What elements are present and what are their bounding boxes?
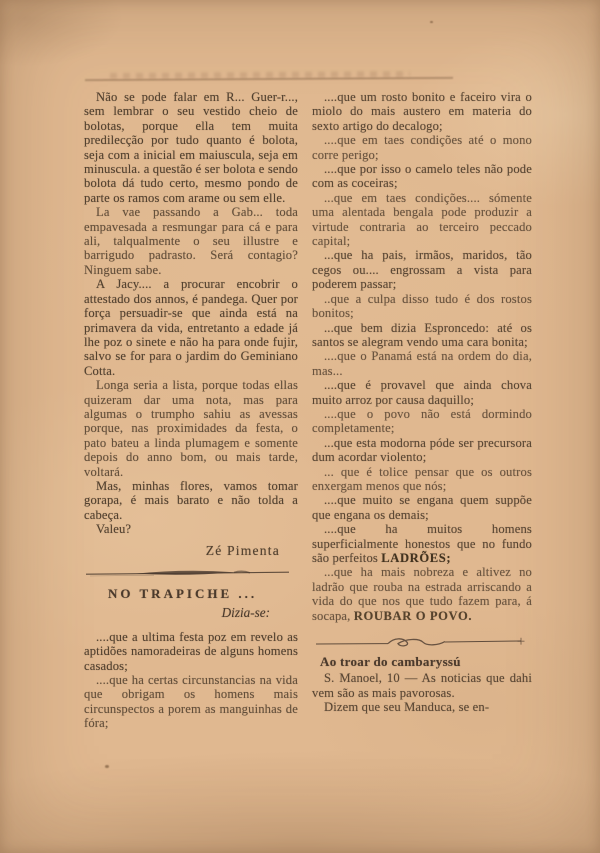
gossip-item: ..que a culpa disso tudo é dos rostos bonitos; <box>312 291 532 321</box>
ink-speck <box>430 21 433 23</box>
emphasized-word: LADRÕES; <box>381 551 452 565</box>
section-heading-trapiche: NO TRAPICHE ... <box>108 586 258 601</box>
gossip-item: ....que um rosto bonito e faceiro vira o miolo do mais austero em materia do sexto artigo do decalogo; <box>312 90 532 133</box>
gossip-item: ....que é provavel que ainda chova muito arroz por causa daquillo; <box>312 378 532 407</box>
gossip-item: ....que a ultima festa poz em revelo as aptidões namoradeiras de alguns homens casados; <box>84 629 298 673</box>
gossip-item: ....que em taes condições até o mono corre perigo; <box>312 133 532 162</box>
gossip-item: ....que o povo não está dormindo completamente; <box>312 406 532 436</box>
gossip-item-roubar <box>312 565 532 623</box>
text-columns <box>84 90 532 731</box>
gossip-item: ....que muito se engana quem suppõe que engana os demais; <box>312 493 532 522</box>
decorative-divider-wavy <box>312 636 528 649</box>
gossip-item: ... que é tolice pensar que os outros enxergam menos que nós; <box>312 464 532 493</box>
paragraph: Longa seria a lista, porque todas ellas quizeram dar uma nota, mas para algumas o trumpho sahiu as avessas porque, nas proximidades da festa, o pato bateu a linda plumagem e somente depois do anno bom, ou mais tarde, voltará. <box>84 378 298 479</box>
gossip-item: ...que bem dizia Esproncedo: até os santos se alegram vendo uma cara bonita; <box>312 320 532 349</box>
section-heading-cambaryssu: Ao troar do cambaryssú <box>320 654 461 670</box>
paragraph: Não se pode falar em R... Guer-r..., sem lembrar o seu vestido cheio de bolotas, porque ella tem muita predilecção por tudo quanto é bolota, seja com a inicial em maiuscula, seja em minuscula. a questão é ser bolota e sendo bolota dá tudo certo, mesmo pondo de parte os ramos com arame ou sem elle. <box>84 90 298 205</box>
news-paragraph: S. Manoel, 10 — As noticias que dahi vem são as mais pavorosas. <box>312 671 532 700</box>
paragraph: La vae passando a Gab... toda empavesada a resmungar para cá e para ali, talqualmente o seu illustre e barrigudo padrasto. Será contagio? Ninguem sabe. <box>84 205 298 277</box>
decorative-divider-rule <box>84 568 292 578</box>
item-text: ....que ha muitos homens superficialmente honestos que no fundo são perfeitos <box>312 522 532 565</box>
paragraph: A Jacy.... a procurar encobrir o attestado dos annos, é pandega. Quer por força persuadir-se que ainda está na primavera da vida, entretanto a edade já lhe poz o sinete e não ha para onde fujir, salvo se for para o jardim do Geminiano Cotta. <box>84 277 298 378</box>
item-text: ...que ha mais nobreza e altivez no ladrão que rouba na estrada arriscando a vida do que nos que tudo fazem para, á socapa, <box>312 565 532 623</box>
gossip-item: ....que o Panamá está na ordem do dia, mas... <box>312 349 532 378</box>
ink-speck <box>105 765 109 768</box>
gossip-item-ladroes <box>312 522 532 565</box>
news-paragraph: Dizem que seu Manduca, se en- <box>324 700 490 715</box>
gossip-item: ...que ha pais, irmãos, maridos, tão cegos ou.... engrossam a vista para poderem passar; <box>312 248 532 292</box>
paragraph: Mas, minhas flores, vamos tomar gorapa, é mais barato e não tolda a cabeça. <box>84 478 298 522</box>
gossip-item: ...que em taes condições.... sómente uma alentada bengala pode produzir a virtude contraria ao terceiro peccado capital; <box>312 190 532 249</box>
left-column <box>84 90 298 731</box>
section-subheading: Dizia-se: <box>221 605 270 621</box>
gossip-item: ...que esta modorna póde ser precursora dum acordar violento; <box>312 435 532 465</box>
gossip-item: ....que ha certas circunstancias na vida que obrigam os homens mais circunspectos a porem as manguinhas de fóra; <box>84 673 298 731</box>
gossip-item: ....que por isso o camelo teles não pode com as coceiras; <box>312 162 532 191</box>
right-column <box>312 90 532 731</box>
emphasized-phrase: ROUBAR O POVO. <box>353 608 473 623</box>
closing-line: Valeu? <box>96 522 132 537</box>
author-signature: Zé Pimenta <box>205 542 280 558</box>
